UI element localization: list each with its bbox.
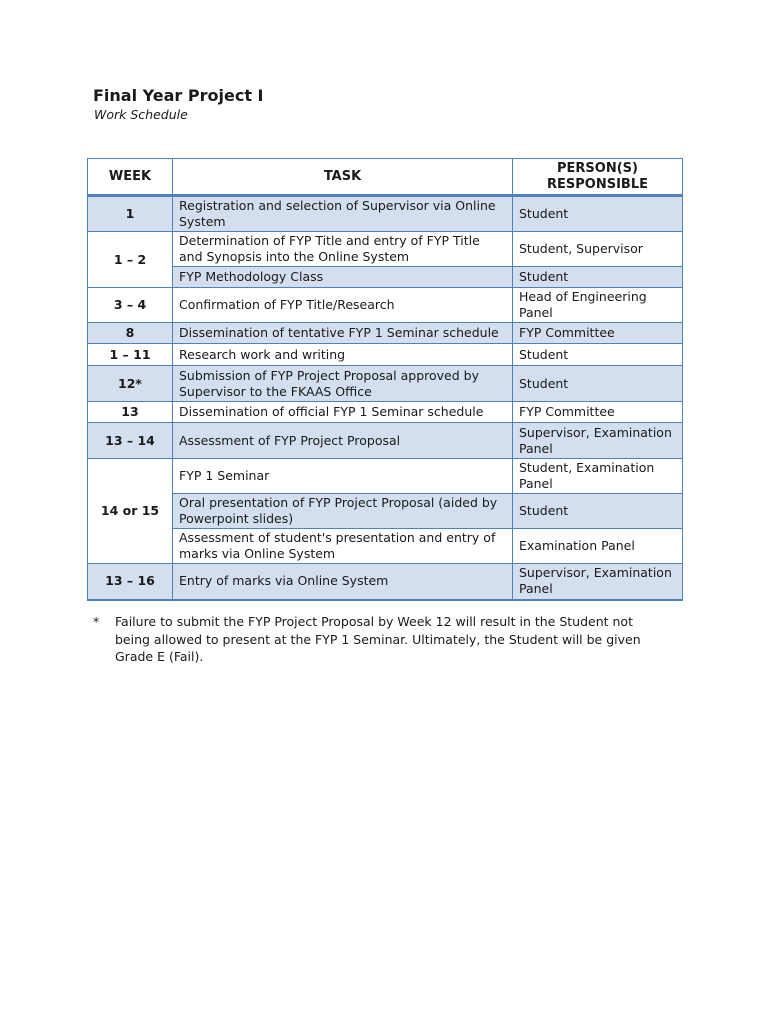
table-row — [88, 459, 683, 494]
week-cell: 13 – 16 — [88, 564, 173, 600]
week-cell: 12* — [88, 366, 173, 402]
week-cell: 1 – 2 — [88, 232, 173, 288]
table-row — [88, 366, 683, 402]
task-cell: Dissemination of tentative FYP 1 Seminar schedule — [173, 323, 513, 344]
document-subtitle: Work Schedule — [94, 107, 188, 122]
person-cell: Student — [513, 196, 683, 232]
header-person: PERSON(S) RESPONSIBLE — [513, 159, 683, 196]
task-cell: Research work and writing — [173, 344, 513, 366]
table-row — [88, 232, 683, 267]
week-cell: 8 — [88, 323, 173, 344]
task-cell: Registration and selection of Supervisor via Online System — [173, 196, 513, 232]
task-cell: Submission of FYP Project Proposal approved by Supervisor to the FKAAS Office — [173, 366, 513, 402]
document-title: Final Year Project I — [93, 86, 264, 105]
header-task: TASK — [173, 159, 513, 196]
table-header-row — [88, 159, 683, 196]
footnote-text: Failure to submit the FYP Project Proposal by Week 12 will result in the Student not being allowed to present at the FYP 1 Seminar. Ultimately, the Student will be given Grade E (Fail). — [115, 614, 641, 664]
person-cell: Head of Engineering Panel — [513, 288, 683, 323]
task-cell: FYP Methodology Class — [173, 267, 513, 288]
week-cell: 3 – 4 — [88, 288, 173, 323]
week-cell: 1 — [88, 196, 173, 232]
header-week: WEEK — [88, 159, 173, 196]
week-cell: 14 or 15 — [88, 459, 173, 564]
task-cell: Entry of marks via Online System — [173, 564, 513, 600]
table-row — [88, 402, 683, 423]
person-cell: Student — [513, 366, 683, 402]
work-schedule-table — [87, 158, 683, 601]
person-cell: Examination Panel — [513, 529, 683, 564]
person-cell: FYP Committee — [513, 402, 683, 423]
person-cell: Student — [513, 267, 683, 288]
week-cell: 1 – 11 — [88, 344, 173, 366]
table-row — [88, 267, 683, 288]
task-cell: Confirmation of FYP Title/Research — [173, 288, 513, 323]
week-cell: 13 — [88, 402, 173, 423]
person-cell: Student — [513, 494, 683, 529]
table-row — [88, 323, 683, 344]
task-cell: FYP 1 Seminar — [173, 459, 513, 494]
week-cell: 13 – 14 — [88, 423, 173, 459]
footnote-marker: * — [93, 614, 100, 629]
table-row — [88, 344, 683, 366]
task-cell: Dissemination of official FYP 1 Seminar schedule — [173, 402, 513, 423]
person-cell: Student — [513, 344, 683, 366]
task-cell: Assessment of student's presentation and entry of marks via Online System — [173, 529, 513, 564]
task-cell: Assessment of FYP Project Proposal — [173, 423, 513, 459]
table-row — [88, 423, 683, 459]
table-row — [88, 529, 683, 564]
person-cell: Supervisor, Examination Panel — [513, 423, 683, 459]
task-cell: Determination of FYP Title and entry of FYP Title and Synopsis into the Online System — [173, 232, 513, 267]
person-cell: FYP Committee — [513, 323, 683, 344]
task-cell: Oral presentation of FYP Project Proposal (aided by Powerpoint slides) — [173, 494, 513, 529]
table-row — [88, 494, 683, 529]
person-cell: Student, Examination Panel — [513, 459, 683, 494]
person-cell: Student, Supervisor — [513, 232, 683, 267]
table-row — [88, 564, 683, 600]
table-row — [88, 196, 683, 232]
table-row — [88, 288, 683, 323]
person-cell: Supervisor, Examination Panel — [513, 564, 683, 600]
footnote — [93, 613, 663, 666]
